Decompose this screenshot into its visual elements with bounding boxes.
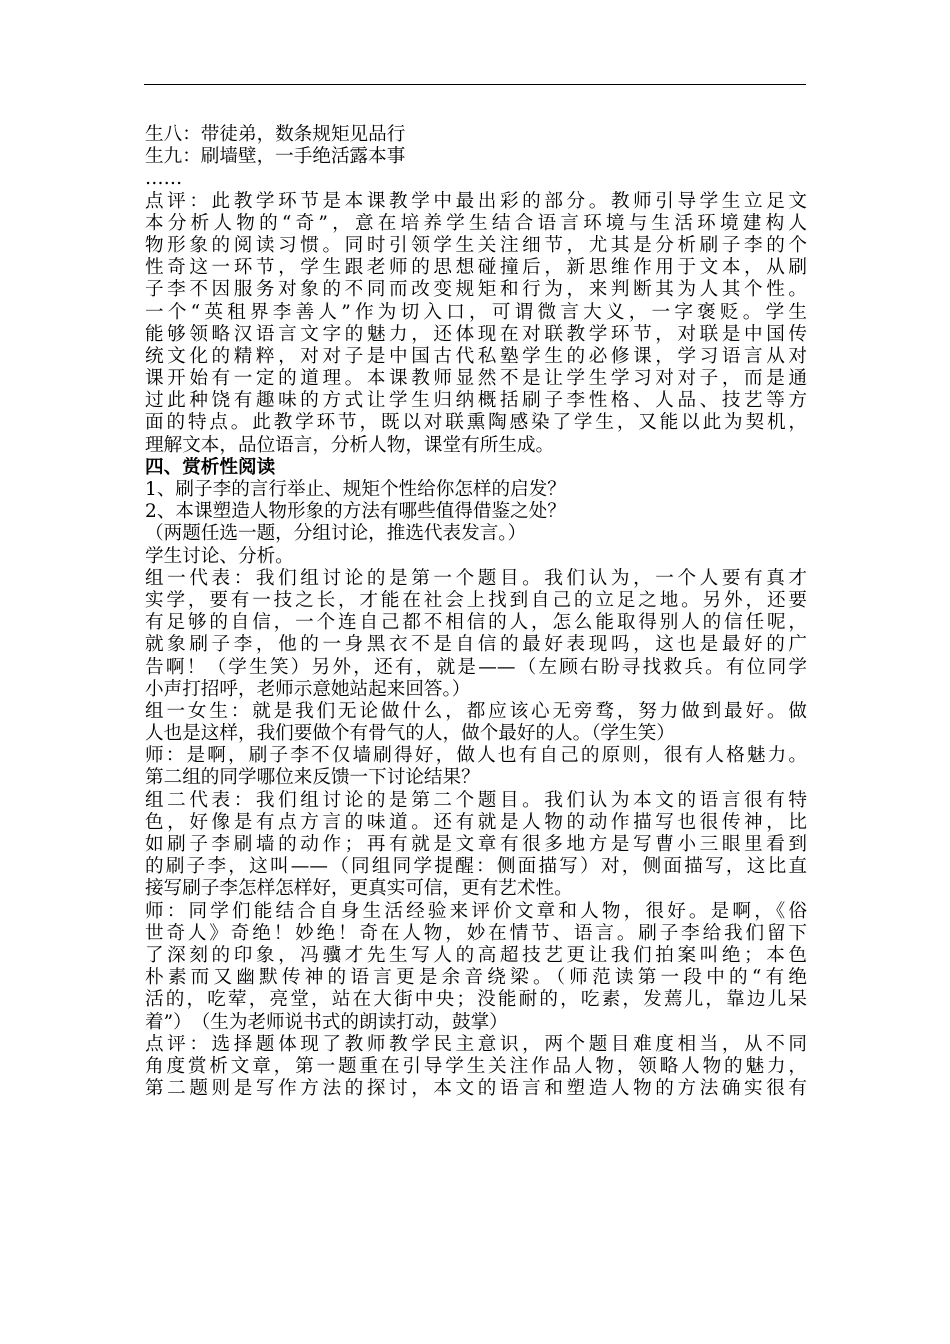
text-line: 组一女生：就是我们无论做什么，都应该心无旁骛，努力做到最好。做 <box>145 700 807 722</box>
text-line: 点评：选择题体现了教师教学民主意识，两个题目难度相当，从不同 <box>145 1033 807 1055</box>
section-heading: 四、赏析性阅读 <box>145 456 276 478</box>
text-line: 朴素而又幽默传神的语言更是余音绕梁。（师范读第一段中的“有绝 <box>145 967 807 989</box>
text-line: 活的，吃荤，亮堂，站在大街中央；没能耐的，吃素，发蔫儿，靠边儿呆 <box>145 989 807 1011</box>
text-line: 物形象的阅读习惯。同时引领学生关注细节，尤其是分析刷子李的个 <box>145 234 807 256</box>
text-line: 组一代表：我们组讨论的是第一个题目。我们认为，一个人要有真才 <box>145 567 807 589</box>
text-line: 组二代表：我们组讨论的是第二个题目。我们认为本文的语言很有特 <box>145 789 807 811</box>
text-line: 色，好像是有点方言的味道。还有就是人物的动作描写也很传神，比 <box>145 811 807 833</box>
text-line: 的刷子李，这叫——（同组同学提醒：侧面描写）对，侧面描写，这比直 <box>145 856 807 878</box>
text-line: 1、刷子李的言行举止、规矩个性给你怎样的启发？ <box>145 479 566 500</box>
text-line: 能够领略汉语言文字的魅力，还体现在对联教学环节，对联是中国传 <box>145 323 807 345</box>
text-line: （两题任选一题，分组讨论，推选代表发言。） <box>145 523 527 545</box>
text-line: 接写刷子李怎样怎样好，更真实可信，更有艺术性。 <box>145 878 573 900</box>
text-line: 过此种饶有趣味的方式让学生归纳概括刷子李性格、人品、技艺等方 <box>145 390 807 412</box>
text-line: 第二题则是写作方法的探讨，本文的语言和塑造人物的方法确实很有 <box>145 1078 807 1100</box>
text-line: 性奇这一环节，学生跟老师的思想碰撞后，新思维作用于文本，从刷 <box>145 257 807 279</box>
text-line: 世奇人》奇绝！妙绝！奇在人物，妙在情节、语言。刷子李给我们留下 <box>145 922 807 944</box>
text-line: 理解文本，品位语言，分析人物，课堂有所生成。 <box>145 434 555 456</box>
text-line: 实学，要有一技之长，才能在社会上找到自己的立足之地。另外，还要 <box>145 589 807 611</box>
text-line: 告啊！（学生笑）另外，还有，就是——（左顾右盼寻找救兵。有位同学 <box>145 656 807 678</box>
text-line: 师：同学们能结合自身生活经验来评价文章和人物，很好。是啊，《俗 <box>145 900 807 922</box>
text-line: 有足够的自信，一个连自己都不相信的人，怎么能取得别人的信任呢， <box>145 612 807 634</box>
text-line: 生八：带徒弟，数条规矩见品行 <box>145 124 406 145</box>
text-line: 如刷子李刷墙的动作；再有就是文章有很多地方是写曹小三眼里看到 <box>145 834 807 855</box>
text-line: 角度赏析文章，第一题重在引导学生关注作品人物，领略人物的魅力， <box>145 1055 807 1077</box>
text-line: 2、本课塑造人物形象的方法有哪些值得借鉴之处？ <box>145 501 566 523</box>
text-line: 了深刻的印象，冯骥才先生写人的高超技艺更让我们拍案叫绝；本色 <box>145 944 807 966</box>
text-line: 课开始有一定的道理。本课教师显然不是让学生学习对对子，而是通 <box>145 368 807 390</box>
text-line: 就象刷子李，他的一身黑衣不是自信的最好表现吗，这也是最好的广 <box>145 634 807 656</box>
text-line: 生九：刷墙壁，一手绝活露本事 <box>145 146 406 168</box>
text-line: 着”） （生为老师说书式的朗读打动，鼓掌） <box>145 1011 508 1033</box>
text-line: 统文化的精粹，对对子是中国古代私塾学生的必修课，学习语言从对 <box>145 345 807 367</box>
text-line: 人也是这样，我们要做个有骨气的人，做个最好的人。（学生笑） <box>145 723 675 745</box>
text-line: …… <box>145 168 183 190</box>
text-line: 第二组的同学哪位来反馈一下讨论结果？ <box>145 767 480 789</box>
text-line: 一个“英租界李善人”作为切入口，可谓微言大义，一字褒贬。学生 <box>145 301 807 323</box>
text-line: 点评：此教学环节是本课教学中最出彩的部分。教师引导学生立足文 <box>145 190 807 212</box>
text-line: 学生讨论、分析。 <box>145 545 294 567</box>
text-line: 子李不因服务对象的不同而改变规矩和行为，来判断其为人其个性。 <box>145 279 807 301</box>
text-line: 面的特点。此教学环节，既以对联熏陶感染了学生，又能以此为契机， <box>145 412 807 434</box>
header-rule <box>144 84 806 85</box>
text-line: 师：是啊，刷子李不仅墙刷得好，做人也有自己的原则，很有人格魅力。 <box>145 745 807 767</box>
text-line: 小声打招呼，老师示意她站起来回答。） <box>145 678 471 700</box>
text-line: 本分析人物的“奇”，意在培养学生结合语言环境与生活环境建构人 <box>145 212 807 234</box>
document-body <box>145 124 807 1100</box>
